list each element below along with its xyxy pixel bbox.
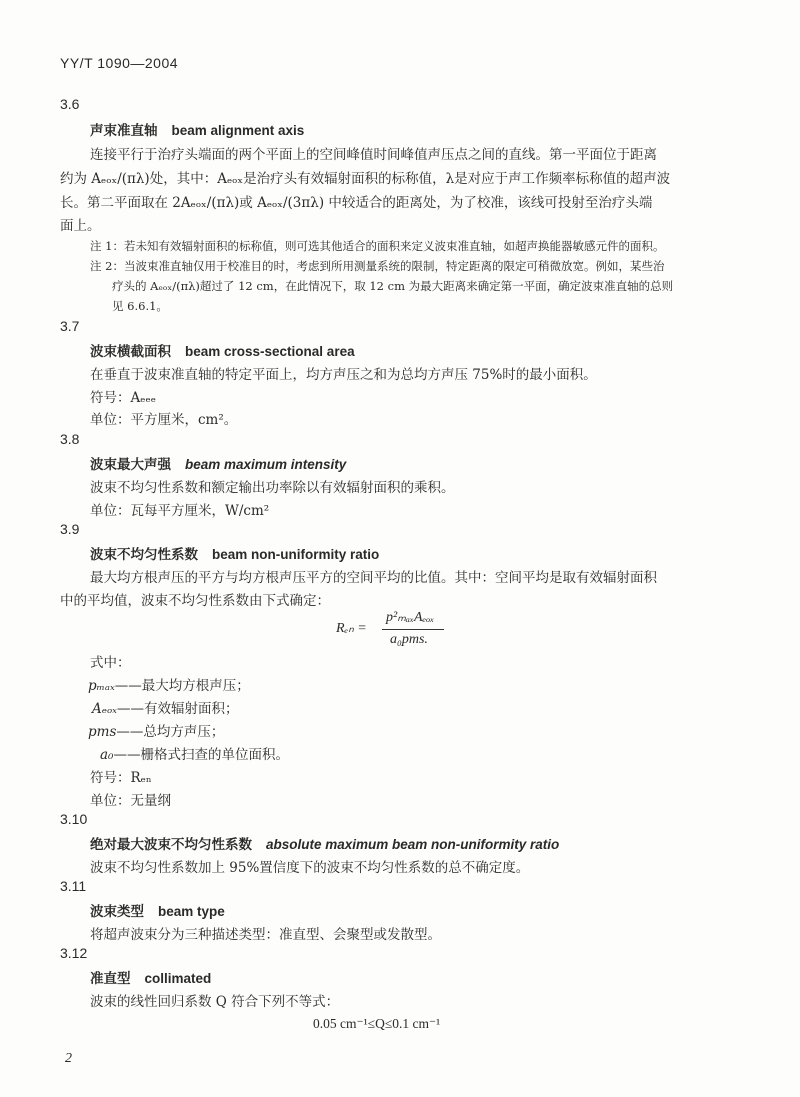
body-line: 波束的线性回归系数 Q 符合下列不等式： bbox=[90, 994, 340, 1010]
definition-item bbox=[92, 697, 238, 717]
body-line: 波束不均匀性系数和额定输出功率除以有效辐射面积的乘积。 bbox=[90, 480, 455, 496]
definition-item bbox=[88, 674, 250, 694]
term-en: absolute maximum beam non-uniformity ratio bbox=[266, 837, 560, 852]
formula-lhs: Rₑₙ = bbox=[336, 621, 367, 636]
page-number: 2 bbox=[65, 1051, 72, 1066]
unit-line: 单位：平方厘米，cm²。 bbox=[90, 412, 238, 428]
body-line: 长。第二平面取在 2Aₑₒₓ/(πλ)或 Aₑₒₓ/(3πλ) 中较适合的距离处，为了校准，该线可投射至治疗头端 bbox=[60, 195, 653, 211]
definition-text: ——栅格式扫查的单位面积。 bbox=[113, 747, 289, 763]
body-line: 最大均方根声压的平方与均方根声压平方的空间平均的比值。其中：空间平均是取有效辐射面积 bbox=[90, 570, 657, 586]
term-heading bbox=[90, 119, 304, 139]
definition-symbol: Aₑₒₓ bbox=[92, 701, 117, 717]
unit-line: 单位：瓦每平方厘米，W/cm² bbox=[90, 503, 270, 519]
body-line: 在垂直于波束准直轴的特定平面上，均方声压之和为总均方声压 75%时的最小面积。 bbox=[90, 367, 597, 383]
definition-symbol: pms bbox=[88, 724, 117, 740]
definition-symbol: pₘₐₓ bbox=[88, 678, 115, 694]
inequality-formula: 0.05 cm⁻¹≤Q≤0.1 cm⁻¹ bbox=[313, 1016, 441, 1031]
body-line: 波束不均匀性系数加上 95%置信度下的波束不均匀性系数的总不确定度。 bbox=[90, 860, 530, 876]
symbol-line: 符号：Rₑₙ bbox=[90, 770, 152, 786]
term-heading bbox=[90, 833, 559, 853]
definition-item bbox=[88, 720, 224, 740]
body-line: 将超声波束分为三种描述类型：准直型、会聚型或发散型。 bbox=[90, 927, 441, 943]
term-heading bbox=[90, 453, 346, 473]
body-line: 连接平行于治疗头端面的两个平面上的空间峰值时间峰值声压点之间的直线。第一平面位于距离 bbox=[90, 147, 657, 163]
standard-code: YY/T 1090—2004 bbox=[60, 55, 179, 71]
term-heading bbox=[90, 340, 355, 360]
definition-symbol: a₀ bbox=[100, 747, 114, 763]
definition-text: ——总均方声压； bbox=[116, 724, 225, 740]
note-line: 见 6.6.1。 bbox=[112, 299, 168, 313]
note-line: 疗头的 Aₑₒₓ/(πλ)超过了 12 cm，在此情况下，取 12 cm 为最大距离来确定第一平面，确定波束准直轴的总则 bbox=[112, 279, 674, 293]
formula-numerator: p²ₘₐₓAₑₒₓ bbox=[386, 610, 435, 625]
note-line: 注 1：若未知有效辐射面积的标称值，则可选其他适合的面积来定义波束准直轴，如超声换能器敏感元件的面积。 bbox=[90, 239, 665, 253]
term-zh: 波束最大声强 bbox=[90, 457, 171, 473]
term-zh: 波束类型 bbox=[90, 904, 144, 920]
clause-number: 3.8 bbox=[60, 431, 80, 447]
clause-number: 3.10 bbox=[60, 811, 88, 827]
term-en: collimated bbox=[144, 971, 212, 986]
clause-number: 3.11 bbox=[60, 878, 87, 894]
term-zh: 波束横截面积 bbox=[90, 344, 171, 360]
body-line: 约为 Aₑₒₓ/(πλ)处，其中：Aₑₒₓ是治疗头有效辐射面积的标称值，λ是对应于声工作频率标称值的超声波 bbox=[60, 171, 671, 187]
term-heading bbox=[90, 543, 379, 563]
unit-line: 单位：无量纲 bbox=[90, 793, 171, 809]
term-heading bbox=[90, 900, 225, 920]
clause-number: 3.9 bbox=[60, 521, 80, 537]
where-label: 式中： bbox=[90, 655, 131, 671]
clause-number: 3.12 bbox=[60, 945, 88, 961]
clause-number: 3.6 bbox=[60, 96, 80, 112]
clause-number: 3.7 bbox=[60, 318, 80, 334]
formula-denominator: a₀pms. bbox=[390, 632, 428, 647]
definition-text: ——最大均方根声压； bbox=[114, 678, 250, 694]
term-zh: 波束不均匀性系数 bbox=[90, 547, 198, 563]
term-en: beam non-uniformity ratio bbox=[212, 547, 380, 562]
body-line: 中的平均值，波束不均匀性系数由下式确定： bbox=[60, 593, 330, 609]
term-en: beam alignment axis bbox=[171, 123, 305, 138]
term-en: beam type bbox=[158, 904, 225, 919]
term-en: beam maximum intensity bbox=[185, 457, 347, 472]
fraction-bar bbox=[382, 629, 444, 630]
term-zh: 准直型 bbox=[90, 971, 131, 987]
definition-text: ——有效辐射面积； bbox=[116, 701, 239, 717]
symbol-line: 符号：Aₑₑₑ bbox=[90, 390, 156, 406]
formula-rbn bbox=[336, 607, 456, 651]
term-en: beam cross-sectional area bbox=[185, 344, 355, 359]
term-zh: 声束准直轴 bbox=[90, 123, 158, 139]
term-heading bbox=[90, 967, 211, 987]
body-line: 面上。 bbox=[60, 218, 101, 234]
note-line: 注 2：当波束准直轴仅用于校准目的时，考虑到所用测量系统的限制，特定距离的限定可稍微放宽。例如，某些治 bbox=[90, 259, 665, 273]
definition-item bbox=[100, 743, 289, 763]
term-zh: 绝对最大波束不均匀性系数 bbox=[90, 837, 252, 853]
